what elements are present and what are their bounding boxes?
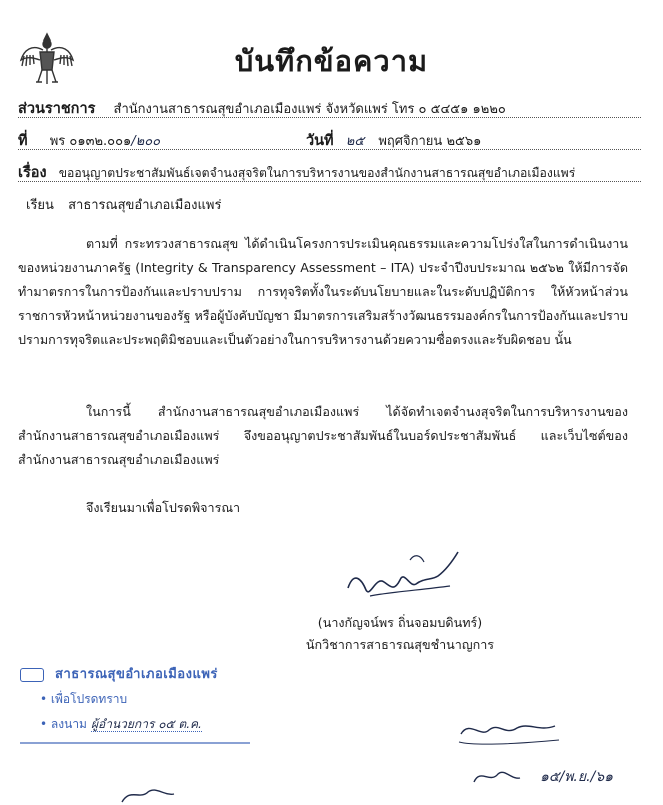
stamp-line-2-handwritten: ผู้อำนวยการ ๐๕ ต.ค. <box>90 717 202 731</box>
date-label: วันที่ <box>306 133 334 149</box>
handwritten-mark-2 <box>468 758 528 794</box>
body-paragraph-1 <box>18 232 628 352</box>
subject-label: เรื่อง <box>18 165 47 181</box>
ref-value: พร ๐๑๓๒.๐๐๑ <box>49 134 132 149</box>
closing-text: จึงเรียนมาเพื่อโปรดพิจารณา <box>86 500 241 515</box>
handwritten-initial-1 <box>455 712 565 752</box>
stamp-underline <box>20 742 250 744</box>
stamp-line-1: เพื่อโปรดทราบ <box>50 692 128 706</box>
signature-scribble <box>340 540 475 610</box>
paragraph-2-text: ในการนี้ สำนักงานสาธารณสุขอำเภอเมืองแพร่ ได้จัดทำเจตจำนงสุจริตในการบริหารงานของสำนักงานสาธารณสุขอำเภอเมืองแพร่ จึงขออนุญาตประชาสัมพันธ์ในบอร์ดประชาสัมพันธ์ และเว็บไซต์ของสำนักงานสาธารณสุขอำเภอเมืองแพร่ <box>18 404 628 467</box>
to-value: สาธารณสุขอำเภอเมืองแพร่ <box>68 198 222 213</box>
divider <box>18 117 641 118</box>
ref-handwritten: /๒๐๐ <box>131 134 161 149</box>
ref-label: ที่ <box>18 133 28 149</box>
date-day-handwritten: ๒๕ <box>345 134 365 149</box>
divider <box>18 181 641 182</box>
divider <box>18 149 641 150</box>
to-row <box>26 194 221 215</box>
closing-line <box>18 496 628 520</box>
handwritten-mark-3 <box>118 786 178 805</box>
stamp-seal-icon <box>20 668 44 682</box>
signature-block <box>305 612 495 656</box>
signer-name: (นางกัญจน์พร ถิ่นจอมบดินทร์) <box>317 615 483 630</box>
to-label: เรียน <box>26 198 54 213</box>
handwritten-date: ๑๕/พ.ย./๖๑ <box>540 769 614 785</box>
agency-value: สำนักงานสาธารณสุขอำเภอเมืองแพร่ จังหวัดแพร่ โทร ๐ ๕๔๕๑ ๑๒๒๐ <box>113 102 506 117</box>
signer-position: นักวิชาการสาธารณสุขชำนาญการ <box>305 637 495 652</box>
body-paragraph-2 <box>18 400 628 472</box>
page-title: บันทึกข้อความ <box>234 44 429 78</box>
date-value: พฤศจิกายน ๒๕๖๑ <box>378 134 482 149</box>
paragraph-1-text: ตามที่ กระทรวงสาธารณสุข ได้ดำเนินโครงการประเมินคุณธรรมและความโปร่งใสในการดำเนินงานของหน่วยงานภาครัฐ (Integrity & Transparency Assessment – ITA) ประจำปีงบประมาณ ๒๕๖๒ ให้มีการจัดทำมาตรการในการป้องกันและปราบปราม การทุจริตทั้งในระดับนโยบายและในระดับปฏิบัติการ ให้หัวหน้าส่วนราชการหัวหน้าหน่วยงานของรัฐ หรือผู้บังคับบัญชา มีมาตรการเสริมสร้างวัฒนธรรมองค์กรในการป้องกันและปราบปรามการทุจริตและประพฤติมิชอบและเป็นตัวอย่างในการบริหารงานด้วยความซื่อตรงและรับผิดชอบ นั้น <box>18 236 628 347</box>
stamp-line-2-label: ลงนาม <box>50 717 87 731</box>
stamp-office: สาธารณสุขอำเภอเมืองแพร่ <box>55 667 218 682</box>
approval-stamp: สาธารณสุขอำเภอเมืองแพร่ • เพื่อโปรดทราบ • ลงนาม ผู้อำนวยการ ๐๕ ต.ค. <box>20 663 260 744</box>
agency-label: ส่วนราชการ <box>18 101 96 117</box>
subject-value: ขออนุญาตประชาสัมพันธ์เจตจำนงสุจริตในการบริหารงานของสำนักงานสาธารณสุขอำเภอเมืองแพร่ <box>58 166 576 180</box>
